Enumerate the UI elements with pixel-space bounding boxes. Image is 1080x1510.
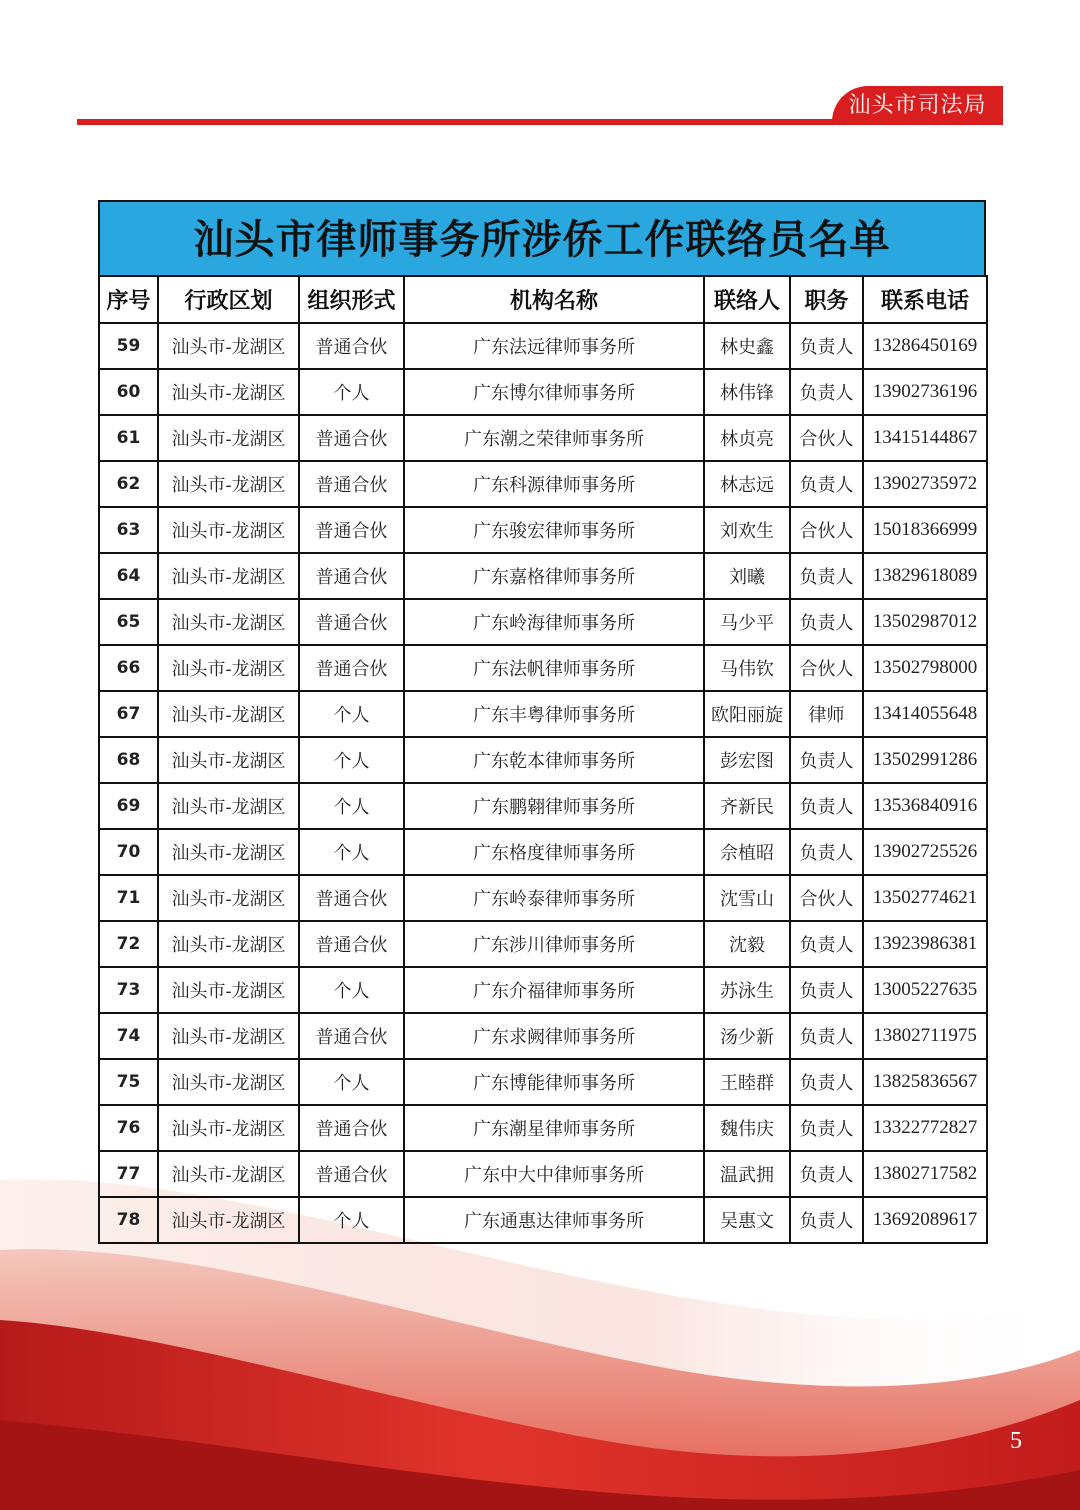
- firm-name-cell: 广东中大中律师事务所: [404, 1151, 704, 1197]
- district-cell: 汕头市-龙湖区: [158, 1059, 299, 1105]
- table-row: [99, 507, 987, 553]
- table-row: [99, 369, 987, 415]
- position-cell: 合伙人: [790, 875, 863, 921]
- district-cell: 汕头市-龙湖区: [158, 829, 299, 875]
- position-cell: 负责人: [790, 1151, 863, 1197]
- phone-cell: 13902735972: [863, 461, 987, 507]
- position-cell: 负责人: [790, 1059, 863, 1105]
- position-cell: 合伙人: [790, 415, 863, 461]
- table-row: [99, 967, 987, 1013]
- position-cell: 合伙人: [790, 645, 863, 691]
- position-cell: 负责人: [790, 921, 863, 967]
- firm-name-cell: 广东潮星律师事务所: [404, 1105, 704, 1151]
- phone-cell: 13322772827: [863, 1105, 987, 1151]
- row-index: 66: [99, 645, 158, 691]
- contact-name-cell: 沈毅: [704, 921, 790, 967]
- firm-name-cell: 广东法远律师事务所: [404, 323, 704, 369]
- phone-cell: 13802717582: [863, 1151, 987, 1197]
- phone-cell: 13902736196: [863, 369, 987, 415]
- row-index: 72: [99, 921, 158, 967]
- contact-name-cell: 沈雪山: [704, 875, 790, 921]
- phone-cell: 13692089617: [863, 1197, 987, 1243]
- table-row: [99, 645, 987, 691]
- phone-cell: 13902725526: [863, 829, 987, 875]
- row-index: 77: [99, 1151, 158, 1197]
- org-type-cell: 普通合伙: [299, 415, 404, 461]
- firm-name-cell: 广东博尔律师事务所: [404, 369, 704, 415]
- district-cell: 汕头市-龙湖区: [158, 1105, 299, 1151]
- org-type-cell: 普通合伙: [299, 875, 404, 921]
- table-header-row: [99, 276, 987, 323]
- firm-name-cell: 广东科源律师事务所: [404, 461, 704, 507]
- row-index: 62: [99, 461, 158, 507]
- position-cell: 律师: [790, 691, 863, 737]
- column-header-phone: 联系电话: [863, 276, 987, 323]
- phone-cell: 13829618089: [863, 553, 987, 599]
- row-index: 76: [99, 1105, 158, 1151]
- org-type-cell: 普通合伙: [299, 553, 404, 599]
- contact-list-table-container: [98, 200, 986, 1244]
- contact-name-cell: 齐新民: [704, 783, 790, 829]
- district-cell: 汕头市-龙湖区: [158, 1151, 299, 1197]
- row-index: 60: [99, 369, 158, 415]
- phone-cell: 13536840916: [863, 783, 987, 829]
- position-cell: 负责人: [790, 1105, 863, 1151]
- contact-name-cell: 林志远: [704, 461, 790, 507]
- phone-cell: 13414055648: [863, 691, 987, 737]
- org-type-cell: 个人: [299, 737, 404, 783]
- row-index: 73: [99, 967, 158, 1013]
- firm-name-cell: 广东博能律师事务所: [404, 1059, 704, 1105]
- column-header-firm-name: 机构名称: [404, 276, 704, 323]
- contact-name-cell: 温武拥: [704, 1151, 790, 1197]
- row-index: 64: [99, 553, 158, 599]
- organization-name: 汕头市司法局: [848, 93, 987, 118]
- row-index: 61: [99, 415, 158, 461]
- district-cell: 汕头市-龙湖区: [158, 645, 299, 691]
- table-row: [99, 829, 987, 875]
- column-header-position: 职务: [790, 276, 863, 323]
- district-cell: 汕头市-龙湖区: [158, 461, 299, 507]
- org-type-cell: 个人: [299, 1197, 404, 1243]
- contact-name-cell: 佘植昭: [704, 829, 790, 875]
- district-cell: 汕头市-龙湖区: [158, 921, 299, 967]
- firm-name-cell: 广东介福律师事务所: [404, 967, 704, 1013]
- district-cell: 汕头市-龙湖区: [158, 783, 299, 829]
- row-index: 75: [99, 1059, 158, 1105]
- phone-cell: 13825836567: [863, 1059, 987, 1105]
- contact-name-cell: 王睦群: [704, 1059, 790, 1105]
- row-index: 78: [99, 1197, 158, 1243]
- district-cell: 汕头市-龙湖区: [158, 691, 299, 737]
- org-type-cell: 个人: [299, 829, 404, 875]
- org-type-cell: 普通合伙: [299, 1105, 404, 1151]
- district-cell: 汕头市-龙湖区: [158, 1197, 299, 1243]
- column-header-org-type: 组织形式: [299, 276, 404, 323]
- position-cell: 负责人: [790, 967, 863, 1013]
- contact-name-cell: 马少平: [704, 599, 790, 645]
- contact-table: [98, 275, 988, 1244]
- phone-cell: 13502991286: [863, 737, 987, 783]
- phone-cell: 13502774621: [863, 875, 987, 921]
- row-index: 69: [99, 783, 158, 829]
- position-cell: 负责人: [790, 369, 863, 415]
- district-cell: 汕头市-龙湖区: [158, 553, 299, 599]
- org-type-cell: 普通合伙: [299, 645, 404, 691]
- position-cell: 负责人: [790, 829, 863, 875]
- district-cell: 汕头市-龙湖区: [158, 599, 299, 645]
- phone-cell: 13286450169: [863, 323, 987, 369]
- firm-name-cell: 广东潮之荣律师事务所: [404, 415, 704, 461]
- firm-name-cell: 广东格度律师事务所: [404, 829, 704, 875]
- firm-name-cell: 广东岭海律师事务所: [404, 599, 704, 645]
- position-cell: 负责人: [790, 553, 863, 599]
- table-row: [99, 1013, 987, 1059]
- position-cell: 负责人: [790, 599, 863, 645]
- row-index: 71: [99, 875, 158, 921]
- column-header-district: 行政区划: [158, 276, 299, 323]
- firm-name-cell: 广东求阙律师事务所: [404, 1013, 704, 1059]
- phone-cell: 13415144867: [863, 415, 987, 461]
- table-row: [99, 1105, 987, 1151]
- header-tab: [832, 86, 1003, 124]
- row-index: 59: [99, 323, 158, 369]
- table-row: [99, 783, 987, 829]
- column-header-contact: 联络人: [704, 276, 790, 323]
- position-cell: 负责人: [790, 461, 863, 507]
- row-index: 65: [99, 599, 158, 645]
- position-cell: 负责人: [790, 737, 863, 783]
- contact-name-cell: 欧阳丽旋: [704, 691, 790, 737]
- row-index: 63: [99, 507, 158, 553]
- phone-cell: 13502798000: [863, 645, 987, 691]
- position-cell: 负责人: [790, 783, 863, 829]
- district-cell: 汕头市-龙湖区: [158, 507, 299, 553]
- district-cell: 汕头市-龙湖区: [158, 323, 299, 369]
- contact-name-cell: 彭宏图: [704, 737, 790, 783]
- org-type-cell: 普通合伙: [299, 461, 404, 507]
- contact-name-cell: 马伟钦: [704, 645, 790, 691]
- phone-cell: 13005227635: [863, 967, 987, 1013]
- firm-name-cell: 广东鹏翱律师事务所: [404, 783, 704, 829]
- table-title: 汕头市律师事务所涉侨工作联络员名单: [98, 200, 986, 275]
- table-body: [99, 323, 987, 1243]
- row-index: 68: [99, 737, 158, 783]
- firm-name-cell: 广东岭泰律师事务所: [404, 875, 704, 921]
- table-row: [99, 323, 987, 369]
- table-row: [99, 1197, 987, 1243]
- contact-name-cell: 吴惠文: [704, 1197, 790, 1243]
- table-row: [99, 875, 987, 921]
- table-row: [99, 415, 987, 461]
- table-row: [99, 921, 987, 967]
- org-type-cell: 个人: [299, 369, 404, 415]
- org-type-cell: 普通合伙: [299, 1013, 404, 1059]
- org-type-cell: 个人: [299, 783, 404, 829]
- firm-name-cell: 广东丰粤律师事务所: [404, 691, 704, 737]
- org-type-cell: 个人: [299, 1059, 404, 1105]
- firm-name-cell: 广东法帆律师事务所: [404, 645, 704, 691]
- firm-name-cell: 广东骏宏律师事务所: [404, 507, 704, 553]
- position-cell: 负责人: [790, 1013, 863, 1059]
- org-type-cell: 普通合伙: [299, 323, 404, 369]
- contact-name-cell: 魏伟庆: [704, 1105, 790, 1151]
- table-row: [99, 461, 987, 507]
- phone-cell: 15018366999: [863, 507, 987, 553]
- table-row: [99, 1151, 987, 1197]
- district-cell: 汕头市-龙湖区: [158, 415, 299, 461]
- table-row: [99, 691, 987, 737]
- district-cell: 汕头市-龙湖区: [158, 737, 299, 783]
- row-index: 74: [99, 1013, 158, 1059]
- contact-name-cell: 苏泳生: [704, 967, 790, 1013]
- org-type-cell: 普通合伙: [299, 921, 404, 967]
- firm-name-cell: 广东通惠达律师事务所: [404, 1197, 704, 1243]
- page-number: 5: [1010, 1428, 1022, 1454]
- org-type-cell: 普通合伙: [299, 507, 404, 553]
- table-row: [99, 737, 987, 783]
- contact-name-cell: 汤少新: [704, 1013, 790, 1059]
- position-cell: 负责人: [790, 323, 863, 369]
- contact-name-cell: 林贞亮: [704, 415, 790, 461]
- firm-name-cell: 广东嘉格律师事务所: [404, 553, 704, 599]
- table-row: [99, 553, 987, 599]
- table-row: [99, 599, 987, 645]
- table-row: [99, 1059, 987, 1105]
- phone-cell: 13802711975: [863, 1013, 987, 1059]
- phone-cell: 13923986381: [863, 921, 987, 967]
- contact-name-cell: 刘欢生: [704, 507, 790, 553]
- district-cell: 汕头市-龙湖区: [158, 369, 299, 415]
- org-type-cell: 普通合伙: [299, 599, 404, 645]
- column-header-index: 序号: [99, 276, 158, 323]
- district-cell: 汕头市-龙湖区: [158, 875, 299, 921]
- contact-name-cell: 林伟锋: [704, 369, 790, 415]
- district-cell: 汕头市-龙湖区: [158, 967, 299, 1013]
- firm-name-cell: 广东涉川律师事务所: [404, 921, 704, 967]
- contact-name-cell: 林史鑫: [704, 323, 790, 369]
- row-index: 67: [99, 691, 158, 737]
- position-cell: 负责人: [790, 1197, 863, 1243]
- row-index: 70: [99, 829, 158, 875]
- phone-cell: 13502987012: [863, 599, 987, 645]
- org-type-cell: 个人: [299, 691, 404, 737]
- position-cell: 合伙人: [790, 507, 863, 553]
- org-type-cell: 普通合伙: [299, 1151, 404, 1197]
- contact-name-cell: 刘曦: [704, 553, 790, 599]
- district-cell: 汕头市-龙湖区: [158, 1013, 299, 1059]
- org-type-cell: 个人: [299, 967, 404, 1013]
- firm-name-cell: 广东乾本律师事务所: [404, 737, 704, 783]
